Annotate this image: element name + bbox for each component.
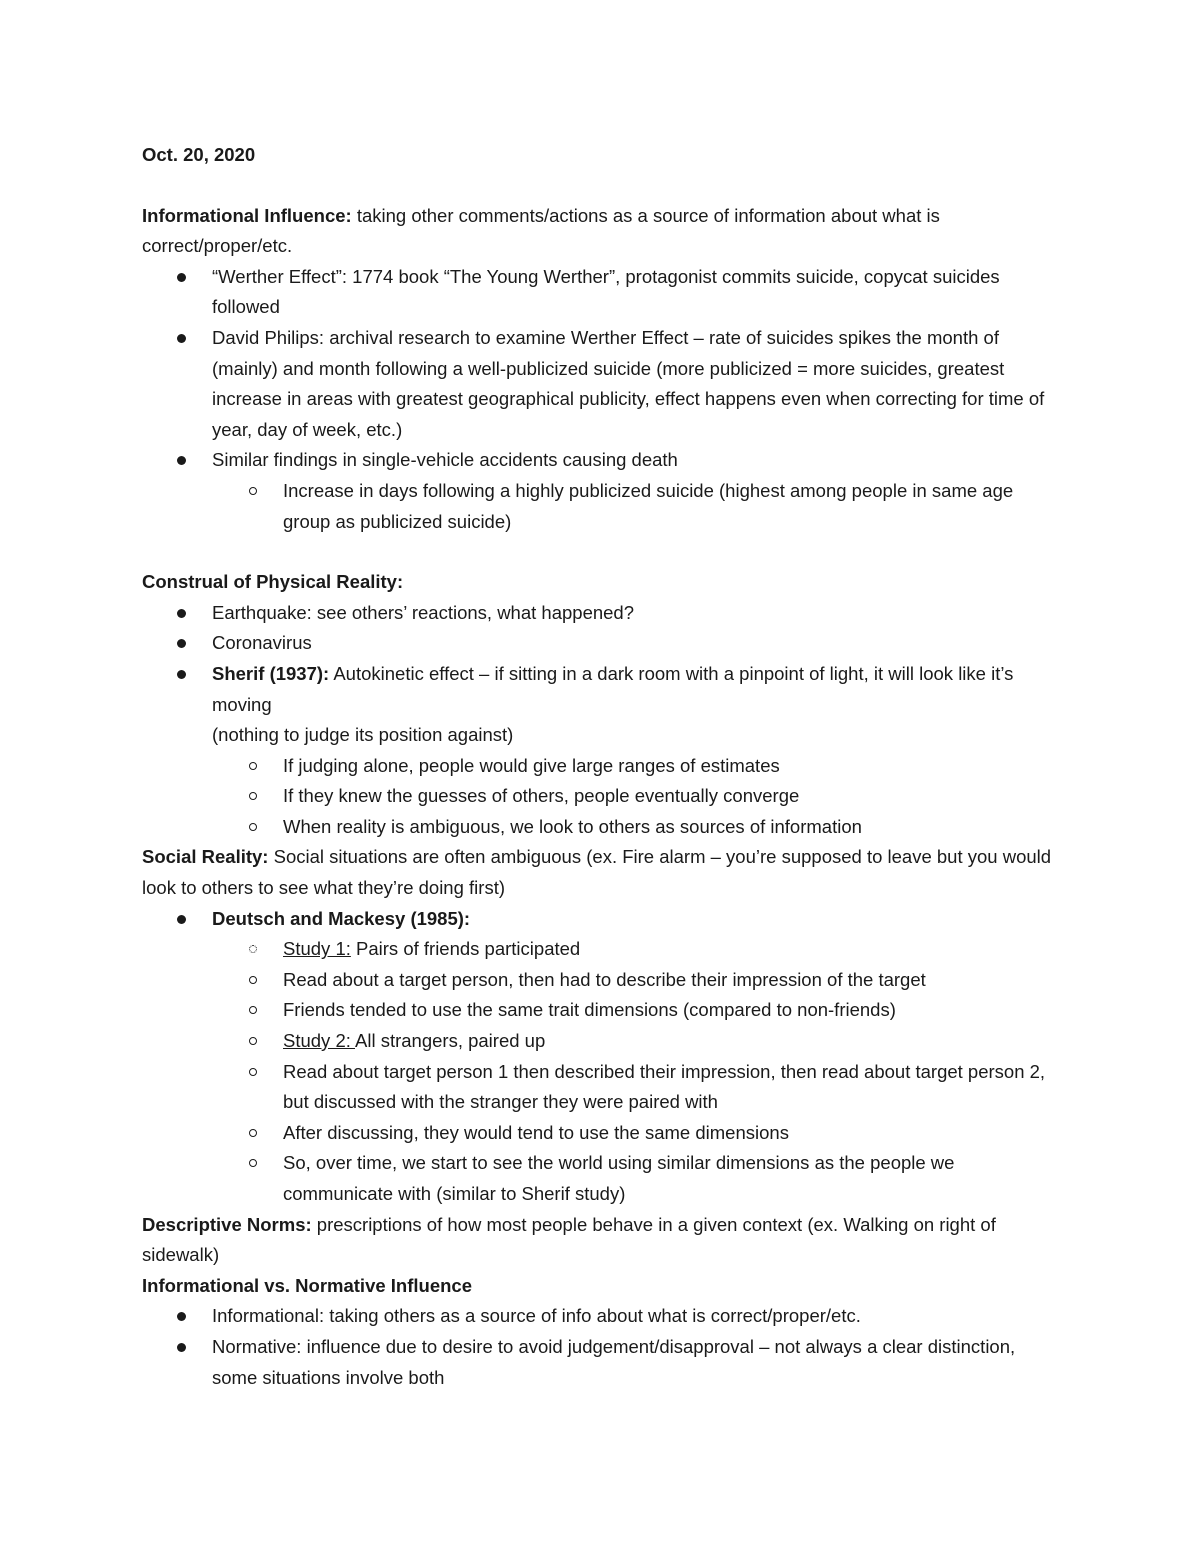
informational-influence-text: taking other comments/actions as a source of information about what is correct/proper/etc. (142, 204, 940, 257)
list-item: Informational: taking others as a source of info about what is correct/proper/etc. (142, 1301, 1062, 1332)
social-reality-paragraph: Social Reality: Social situations are often ambiguous (ex. Fire alarm – you’re supposed to leave but you would look to others to see what they’re doing first) (142, 846, 1052, 899)
list-item: Normative: influence due to desire to avoid judgement/disapproval – not always a clear distinction, some situations involve both (142, 1332, 1062, 1393)
hollow-bullet-icon (249, 1006, 257, 1014)
list-item: After discussing, they would tend to use the same dimensions (142, 1118, 1062, 1149)
hollow-bullet-icon (249, 823, 257, 831)
list-item: Increase in days following a highly publicized suicide (highest among people in same age group as publicized suicide) (142, 476, 1062, 537)
list-item: Similar findings in single-vehicle accidents causing death (142, 445, 1062, 476)
construal-sublist (142, 751, 1062, 843)
list-item: Friends tended to use the same trait dimensions (compared to non-friends) (142, 995, 1062, 1026)
bullet-icon (177, 915, 186, 924)
social-reality-heading: Social Reality: (142, 846, 269, 868)
bullet-icon (177, 670, 186, 679)
hollow-bullet-icon (249, 1037, 257, 1045)
hollow-bullet-icon (249, 1068, 257, 1076)
informational-influence-heading: Informational Influence: (142, 204, 352, 226)
hollow-bullet-icon (249, 976, 257, 984)
hollow-bullet-icon (249, 1129, 257, 1137)
date-heading: Oct. 20, 2020 (142, 144, 256, 165)
informational-influence-list (142, 262, 1062, 476)
list-item: When reality is ambiguous, we look to others as sources of information (142, 812, 1062, 843)
study2-label: Study 2: (283, 1030, 355, 1052)
hollow-bullet-icon (249, 792, 257, 800)
list-item: Read about target person 1 then described their impression, then read about target person 2, but discussed with the stranger they were paired with (142, 1057, 1062, 1118)
construal-list (142, 598, 1062, 751)
sherif-note: (nothing to judge its position against) (212, 724, 514, 746)
list-item: Study 2: All strangers, paired up (142, 1026, 1062, 1057)
hollow-bullet-icon (249, 487, 257, 495)
notes-page (142, 140, 1062, 1393)
list-item: “Werther Effect”: 1774 book “The Young Werther”, protagonist commits suicide, copycat suicides followed (142, 262, 1062, 323)
hollow-bullet-icon (249, 945, 257, 953)
list-item: So, over time, we start to see the world using similar dimensions as the people we communicate with (similar to Sherif study) (142, 1148, 1062, 1209)
list-item: David Philips: archival research to examine Werther Effect – rate of suicides spikes the month of (mainly) and month following a well-publicized suicide (more publicized = more suicides, greatest increase in areas with greatest geographical publicity, effect happens even when correcting for time of year, day of week, etc.) (142, 323, 1062, 445)
bullet-icon (177, 273, 186, 282)
social-reality-sublist (142, 934, 1062, 1209)
informational-influence-paragraph (142, 201, 1062, 262)
bullet-icon (177, 609, 186, 618)
hollow-bullet-icon (249, 762, 257, 770)
bullet-icon (177, 1312, 186, 1321)
list-item: Coronavirus (142, 628, 1062, 659)
list-item: Earthquake: see others’ reactions, what happened? (142, 598, 1062, 629)
social-reality-list (142, 904, 1062, 935)
list-item: Study 1: Pairs of friends participated (142, 934, 1062, 965)
list-item (142, 904, 1062, 935)
descriptive-norms-heading: Descriptive Norms: (142, 1213, 312, 1235)
deutsch-label: Deutsch and Mackesy (1985): (212, 907, 471, 929)
hollow-bullet-icon (249, 1159, 257, 1167)
bullet-icon (177, 1343, 186, 1352)
construal-heading: Construal of Physical Reality: (142, 571, 404, 593)
descriptive-norms-paragraph: Descriptive Norms: prescriptions of how most people behave in a given context (ex. Walking on right of sidewalk) (142, 1213, 996, 1266)
sherif-label: Sherif (1937): (212, 662, 330, 684)
list-item: Sherif (1937): Autokinetic effect – if sitting in a dark room with a pinpoint of light, it will look like it’s moving (142, 659, 1062, 720)
list-item: If they knew the guesses of others, people eventually converge (142, 781, 1062, 812)
bullet-icon (177, 639, 186, 648)
informational-influence-sublist (142, 476, 1062, 537)
info-vs-normative-list (142, 1301, 1062, 1393)
info-vs-normative-heading: Informational vs. Normative Influence (142, 1274, 472, 1296)
list-item: Read about a target person, then had to describe their impression of the target (142, 965, 1062, 996)
list-item: If judging alone, people would give large ranges of estimates (142, 751, 1062, 782)
study1-label: Study 1: (283, 938, 351, 960)
bullet-icon (177, 456, 186, 465)
bullet-icon (177, 334, 186, 343)
